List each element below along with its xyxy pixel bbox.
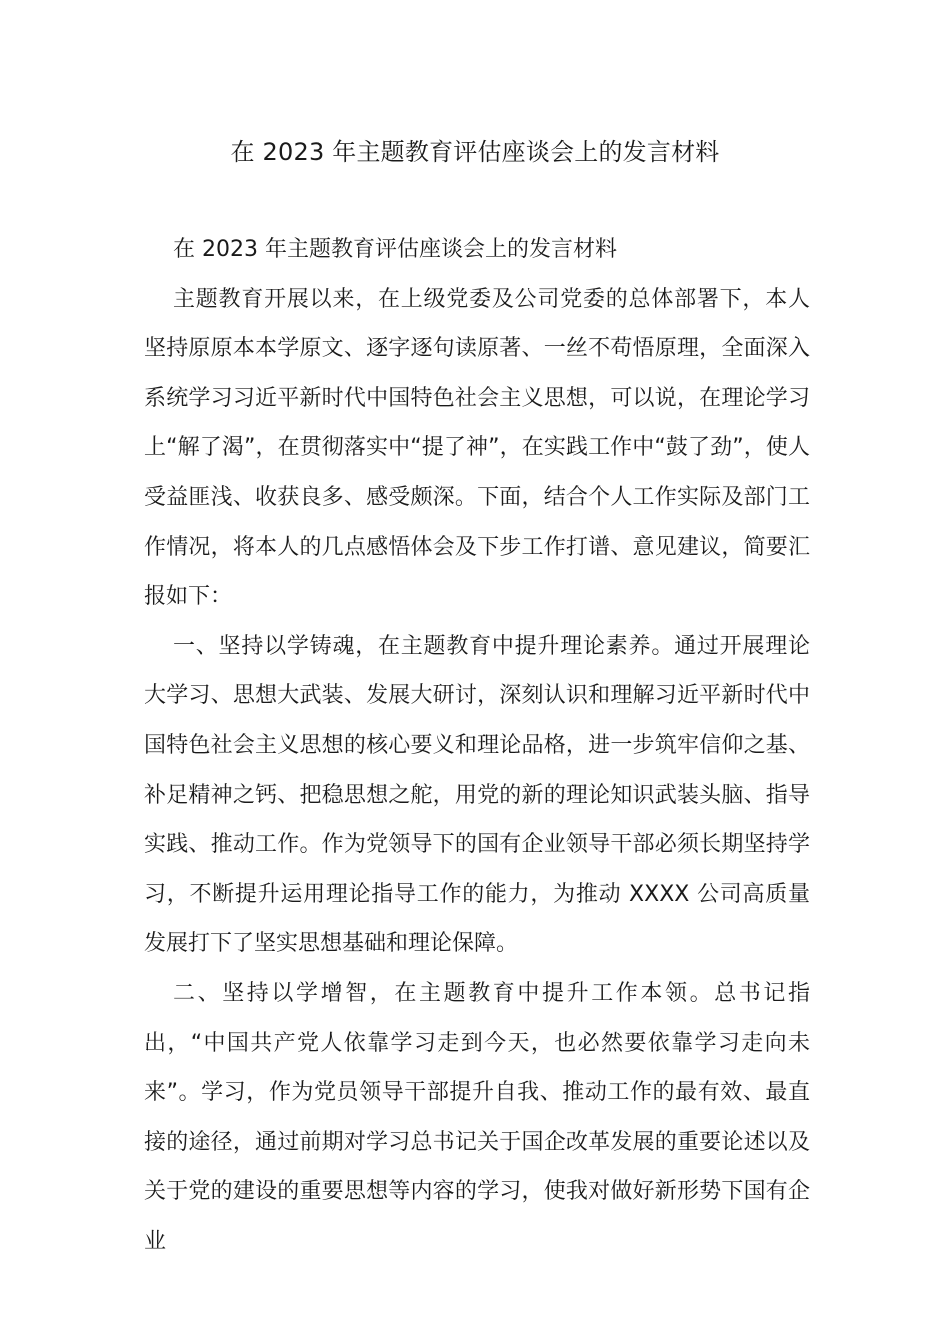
paragraph-point-two: 二、坚持以学增智，在主题教育中提升工作本领。总书记指出，“中国共产党人依靠学习走到今天，也必然要依靠学习走向未来”。学习，作为党员领导干部提升自我、推动工作的最有效、最直接的途径，通过前期对学习总书记关于国企改革发展的重要论述以及关于党的建设的重要思想等内容的学习，使我对做好新形势下国有企业: [144, 980, 810, 1254]
document-title: 在 2023 年主题教育评估座谈会上的发言材料: [230, 138, 720, 166]
paragraph-intro: 主题教育开展以来，在上级党委及公司党委的总体部署下，本人坚持原原本本学原文、逐字逐句读原著、一丝不苟悟原理，全面深入系统学习习近平新时代中国特色社会主义思想，可以说，在理论学习上“解了渴”，在贯彻落实中“提了神”，在实践工作中“鼓了劲”，使人受益匪浅、收获良多、感受颇深。下面，结合个人工作实际及部门工作情况，将本人的几点感悟体会及下步工作打谱、意见建议，简要汇报如下：: [144, 286, 810, 610]
document-body: [144, 225, 810, 1266]
paragraph-subtitle: 在 2023 年主题教育评估座谈会上的发言材料: [173, 237, 617, 262]
paragraph-point-one: 一、坚持以学铸魂，在主题教育中提升理论素养。通过开展理论大学习、思想大武装、发展大研讨，深刻认识和理解习近平新时代中国特色社会主义思想的核心要义和理论品格，进一步筑牢信仰之基、补足精神之钙、把稳思想之舵，用党的新的理论知识武装头脑、指导实践、推动工作。作为党领导下的国有企业领导干部必须长期坚持学习，不断提升运用理论指导工作的能力，为推动 XXXX 公司高质量发展打下了坚实思想基础和理论保障。: [144, 633, 810, 957]
